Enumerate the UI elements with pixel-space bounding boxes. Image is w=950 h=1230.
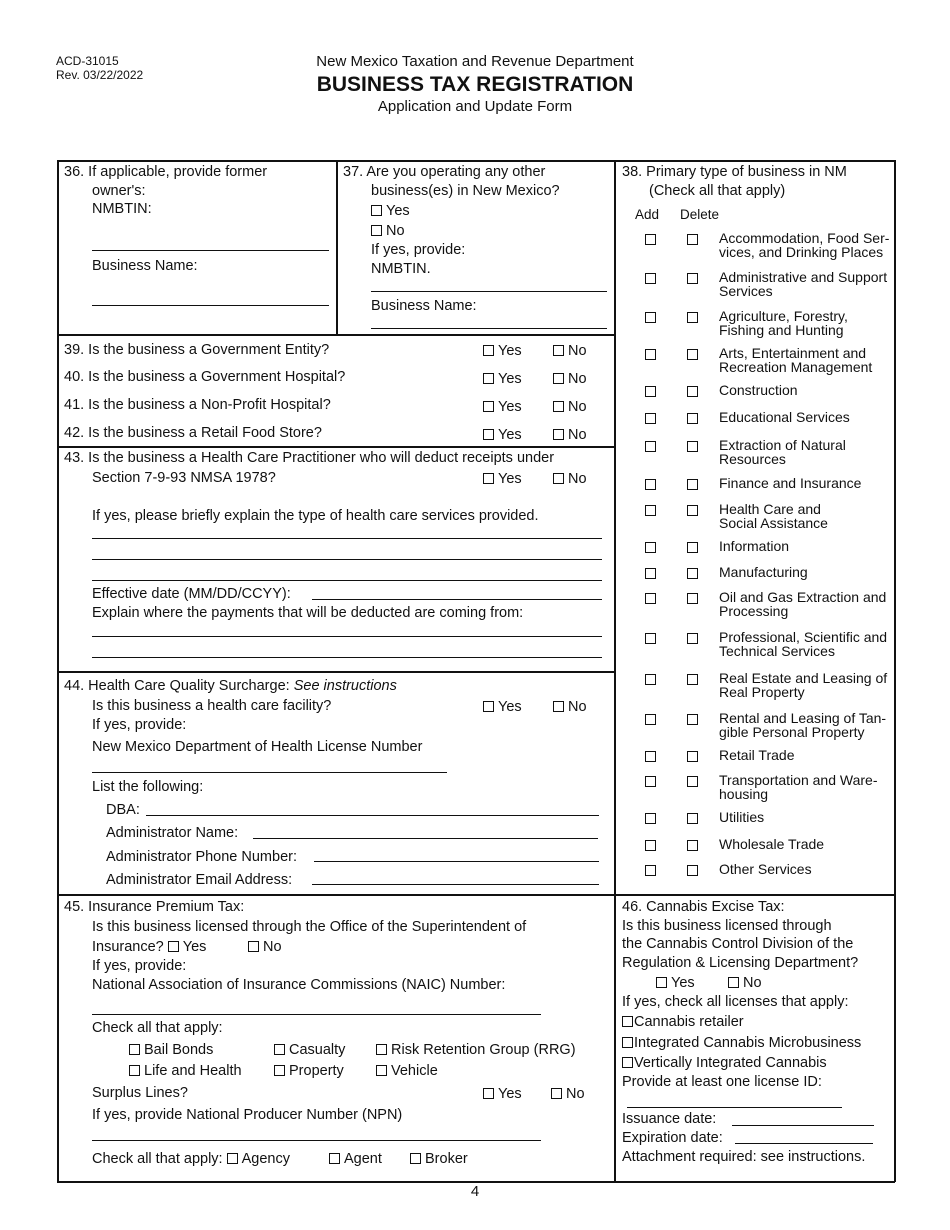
q38-item-label: Real Estate and Leasing of	[719, 670, 888, 686]
q38-add-checkbox[interactable]	[645, 349, 656, 360]
q38-item-label: Utilities	[719, 809, 765, 825]
q44-dba-field[interactable]	[146, 815, 599, 816]
q38-add-checkbox[interactable]	[645, 312, 656, 323]
q45-no-option[interactable]	[248, 939, 282, 955]
checkbox-icon[interactable]	[483, 1088, 494, 1099]
q38-delete-checkbox[interactable]	[687, 674, 698, 685]
checkbox-icon[interactable]	[227, 1153, 238, 1164]
divider-after-q44	[57, 894, 895, 896]
no-label: No	[263, 939, 282, 955]
q46-expiration-field[interactable]	[735, 1143, 873, 1144]
q41-yes-option[interactable]	[483, 399, 522, 415]
q46-license-id-label: Provide at least one license ID:	[622, 1074, 822, 1090]
q45-agent-option[interactable]	[329, 1151, 382, 1167]
q38-add-checkbox[interactable]	[645, 273, 656, 284]
q38-item-label-2: Technical Services	[719, 643, 835, 659]
checkbox-icon[interactable]	[553, 345, 564, 356]
no-label: No	[568, 471, 587, 487]
q38-add-checkbox[interactable]	[645, 865, 656, 876]
q38-item-label: Information	[719, 538, 790, 554]
q38-delete-checkbox[interactable]	[687, 413, 698, 424]
q46-license-id-field[interactable]	[627, 1107, 842, 1108]
q36-label-2: owner's:	[92, 183, 146, 199]
yes-label: Yes	[498, 399, 522, 415]
q38-add-checkbox[interactable]	[645, 413, 656, 424]
frame-top	[57, 160, 895, 162]
q38-delete-checkbox[interactable]	[687, 505, 698, 516]
yes-label: Yes	[671, 975, 695, 991]
q36-nmbtin-field[interactable]	[92, 250, 329, 251]
page-subtitle: Application and Update Form	[377, 98, 573, 115]
q43-payments-line-1[interactable]	[92, 636, 602, 637]
q38-delete-checkbox[interactable]	[687, 479, 698, 490]
q43-label-2: Section 7-9-93 NMSA 1978?	[92, 470, 276, 486]
no-label: No	[386, 223, 405, 239]
q46-line-3: Regulation & Licensing Department?	[622, 955, 859, 971]
q38-item-label-2: vices, and Drinking Places	[719, 244, 884, 260]
q45-surplus-no-option[interactable]	[551, 1086, 585, 1102]
checkbox-icon[interactable]	[483, 345, 494, 356]
checkbox-icon[interactable]	[410, 1153, 421, 1164]
q46-label: 46. Cannabis Excise Tax:	[622, 899, 785, 915]
q45-surplus-yes-option[interactable]	[483, 1086, 522, 1102]
divider-after-q43	[57, 671, 615, 673]
q38-delete-checkbox[interactable]	[687, 593, 698, 604]
q38-item-label: Extraction of Natural	[719, 437, 846, 453]
property-label: Property	[289, 1063, 344, 1079]
q44-yes-option[interactable]	[483, 699, 522, 715]
q46-issuance-field[interactable]	[732, 1125, 874, 1126]
q46-line-2: the Cannabis Control Division of the	[622, 936, 854, 952]
q45-casualty-option[interactable]	[274, 1042, 345, 1058]
q45-broker-option[interactable]	[410, 1151, 468, 1167]
checkbox-icon[interactable]	[371, 225, 382, 236]
q40-label: 40. Is the business a Government Hospital?	[64, 369, 346, 385]
no-label: No	[568, 371, 587, 387]
q46-vertical-option[interactable]	[622, 1055, 827, 1071]
checkbox-icon[interactable]	[622, 1037, 633, 1048]
life-health-label: Life and Health	[144, 1063, 242, 1079]
q38-delete-checkbox[interactable]	[687, 865, 698, 876]
yes-label: Yes	[498, 371, 522, 387]
q45-line-2	[92, 939, 206, 955]
checkbox-icon[interactable]	[553, 701, 564, 712]
q38-delete-checkbox[interactable]	[687, 441, 698, 452]
q46-yes-option[interactable]	[656, 975, 695, 991]
q38-label-2: (Check all that apply)	[649, 183, 786, 199]
q38-delete-checkbox[interactable]	[687, 349, 698, 360]
q45-line-1: Is this business licensed through the Office of the Superintendent of	[92, 919, 527, 935]
q38-add-checkbox[interactable]	[645, 840, 656, 851]
q43-label: 43. Is the business a Health Care Practitioner who will deduct receipts under	[64, 450, 555, 466]
q45-check-all-2-label: Check all that apply:	[92, 1151, 223, 1167]
q43-payments-line-2[interactable]	[92, 657, 602, 658]
q37-business-name-label: Business Name:	[371, 298, 477, 314]
q38-item-label: Professional, Scientific and	[719, 629, 888, 645]
checkbox-icon[interactable]	[376, 1065, 387, 1076]
q44-title: 44. Health Care Quality Surcharge:	[64, 678, 290, 694]
q38-item-label: Transportation and Ware-	[719, 772, 878, 788]
checkbox-icon[interactable]	[622, 1057, 633, 1068]
q38-add-checkbox[interactable]	[645, 813, 656, 824]
q43-explain-line-1[interactable]	[92, 538, 602, 539]
q45-rrg-option[interactable]	[376, 1042, 576, 1058]
rrg-label: Risk Retention Group (RRG)	[391, 1042, 576, 1058]
bail-bonds-label: Bail Bonds	[144, 1042, 214, 1058]
q46-expiration-label: Expiration date:	[622, 1130, 723, 1146]
q45-naic-label: National Association of Insurance Commissions (NAIC) Number:	[92, 977, 506, 993]
frame-right	[894, 160, 896, 1182]
q43-payments-label: Explain where the payments that will be deducted are coming from:	[92, 605, 524, 621]
q46-micro-option[interactable]	[622, 1035, 861, 1051]
q38-delete-checkbox[interactable]	[687, 312, 698, 323]
vehicle-label: Vehicle	[391, 1063, 438, 1079]
checkbox-icon[interactable]	[168, 941, 179, 952]
q39-yes-option[interactable]	[483, 343, 522, 359]
q41-label: 41. Is the business a Non-Profit Hospital?	[64, 397, 331, 413]
q44-facility-label: Is this business a health care facility?	[92, 698, 332, 714]
checkbox-icon[interactable]	[371, 205, 382, 216]
q40-yes-option[interactable]	[483, 371, 522, 387]
q38-item-label: Agriculture, Forestry,	[719, 308, 848, 324]
form-id: ACD-31015	[56, 54, 119, 68]
q38-item-label: Construction	[719, 382, 798, 398]
checkbox-icon[interactable]	[483, 401, 494, 412]
q38-add-checkbox[interactable]	[645, 386, 656, 397]
q37-label: 37. Are you operating any other	[343, 164, 546, 180]
divider-after-q37	[57, 334, 615, 336]
q38-item-label-2: Recreation Management	[719, 359, 873, 375]
micro-label: Integrated Cannabis Microbusiness	[634, 1035, 862, 1051]
q44-admin-name-field[interactable]	[253, 838, 598, 839]
q38-delete-checkbox[interactable]	[687, 273, 698, 284]
vertical-label: Vertically Integrated Cannabis	[634, 1055, 827, 1071]
q38-add-checkbox[interactable]	[645, 674, 656, 685]
q38-item-label: Finance and Insurance	[719, 475, 862, 491]
checkbox-icon[interactable]	[129, 1065, 140, 1076]
q42-no-option[interactable]	[553, 427, 587, 443]
q40-no-option[interactable]	[553, 371, 587, 387]
checkbox-icon[interactable]	[553, 401, 564, 412]
checkbox-icon[interactable]	[551, 1088, 562, 1099]
q38-delete-checkbox[interactable]	[687, 568, 698, 579]
q43-yes-option[interactable]	[483, 471, 522, 487]
q45-yes-option[interactable]	[168, 939, 207, 955]
q38-item-label-2: Services	[719, 283, 773, 299]
q46-line-1: Is this business licensed through	[622, 918, 832, 934]
q44-admin-email-field[interactable]	[312, 884, 599, 885]
q38-item-label-2: Resources	[719, 451, 786, 467]
q38-item-label-2: Social Assistance	[719, 515, 828, 531]
q38-delete-checkbox[interactable]	[687, 751, 698, 762]
checkbox-icon[interactable]	[553, 473, 564, 484]
q38-item-label: Administrative and Support	[719, 269, 888, 285]
q38-add-checkbox[interactable]	[645, 505, 656, 516]
q38-add-checkbox[interactable]	[645, 441, 656, 452]
q43-effective-date-field[interactable]	[312, 599, 602, 600]
q43-effective-date-label: Effective date (MM/DD/CCYY):	[92, 586, 291, 602]
yes-label: Yes	[498, 427, 522, 443]
yes-label: Yes	[498, 699, 522, 715]
q38-delete-checkbox[interactable]	[687, 633, 698, 644]
q37-no-option[interactable]	[371, 223, 405, 239]
q45-bail-bonds-option[interactable]	[129, 1042, 213, 1058]
q36-business-name-label: Business Name:	[92, 258, 198, 274]
checkbox-icon[interactable]	[376, 1044, 387, 1055]
q38-delete-checkbox[interactable]	[687, 840, 698, 851]
q46-if-yes: If yes, check all licenses that apply:	[622, 994, 849, 1010]
no-label: No	[568, 427, 587, 443]
q37-label-2: business(es) in New Mexico?	[371, 183, 560, 199]
q45-check-all-label: Check all that apply:	[92, 1020, 223, 1036]
q38-item-label: Health Care and	[719, 501, 821, 517]
q38-item-label: Manufacturing	[719, 564, 808, 580]
q38-item-label-2: Fishing and Hunting	[719, 322, 844, 338]
q36-label: 36. If applicable, provide former	[64, 164, 268, 180]
q46-issuance-label: Issuance date:	[622, 1111, 717, 1127]
no-label: No	[568, 343, 587, 359]
q38-item-label: Educational Services	[719, 409, 850, 425]
q38-add-checkbox[interactable]	[645, 479, 656, 490]
q44-license-label: New Mexico Department of Health License Number	[92, 739, 423, 755]
q38-item-label: Wholesale Trade	[719, 836, 825, 852]
q45-vehicle-option[interactable]	[376, 1063, 438, 1079]
q44-admin-phone-label: Administrator Phone Number:	[106, 849, 297, 865]
no-label: No	[568, 699, 587, 715]
q38-delete-header: Delete	[680, 207, 720, 222]
q45-insurance-text: Insurance?	[92, 939, 164, 955]
checkbox-icon[interactable]	[656, 977, 667, 988]
q45-npn-label: If yes, provide National Producer Number (NPN)	[92, 1107, 403, 1123]
q44-admin-email-label: Administrator Email Address:	[106, 872, 293, 888]
checkbox-icon[interactable]	[129, 1044, 140, 1055]
q44-if-yes: If yes, provide:	[92, 717, 187, 733]
q45-surplus-label: Surplus Lines?	[92, 1085, 188, 1101]
broker-label: Broker	[425, 1151, 468, 1167]
no-label: No	[568, 399, 587, 415]
q38-delete-checkbox[interactable]	[687, 386, 698, 397]
checkbox-icon[interactable]	[728, 977, 739, 988]
q38-delete-checkbox[interactable]	[687, 813, 698, 824]
q43-explain-label: If yes, please briefly explain the type of health care services provided.	[92, 508, 539, 524]
q44-admin-name-label: Administrator Name:	[106, 825, 239, 841]
checkbox-icon[interactable]	[329, 1153, 340, 1164]
q36-nmbtin-label: NMBTIN:	[92, 201, 152, 217]
no-label: No	[566, 1086, 585, 1102]
q38-item-label-2: Processing	[719, 603, 789, 619]
q44-no-option[interactable]	[553, 699, 587, 715]
q37-nmbtin-field[interactable]	[371, 291, 607, 292]
q41-no-option[interactable]	[553, 399, 587, 415]
q45-npn-field[interactable]	[92, 1140, 541, 1141]
q42-yes-option[interactable]	[483, 427, 522, 443]
q38-add-checkbox[interactable]	[645, 776, 656, 787]
checkbox-icon[interactable]	[483, 473, 494, 484]
q38-label: 38. Primary type of business in NM	[622, 164, 847, 180]
agent-label: Agent	[344, 1151, 382, 1167]
page-title: BUSINESS TAX REGISTRATION	[316, 73, 634, 96]
q42-label: 42. Is the business a Retail Food Store?	[64, 425, 322, 441]
q38-add-checkbox[interactable]	[645, 714, 656, 725]
q43-explain-line-2[interactable]	[92, 559, 602, 560]
q46-attachment-note: Attachment required: see instructions.	[622, 1149, 866, 1165]
yes-label: Yes	[498, 343, 522, 359]
checkbox-icon[interactable]	[483, 429, 494, 440]
q38-item-label: Accommodation, Food Ser-	[719, 230, 890, 246]
q45-label: 45. Insurance Premium Tax:	[64, 899, 245, 915]
page-number: 4	[470, 1183, 480, 1200]
q45-agency-option[interactable]	[227, 1151, 290, 1167]
checkbox-icon[interactable]	[274, 1044, 285, 1055]
q39-no-option[interactable]	[553, 343, 587, 359]
q38-add-checkbox[interactable]	[645, 593, 656, 604]
divider-after-q42	[57, 446, 615, 448]
q37-if-yes: If yes, provide:	[371, 242, 466, 258]
q38-item-label: Oil and Gas Extraction and	[719, 589, 887, 605]
q38-add-checkbox[interactable]	[645, 568, 656, 579]
q39-label: 39. Is the business a Government Entity?	[64, 342, 330, 358]
q36-q37-divider	[336, 160, 338, 335]
yes-label: Yes	[386, 203, 410, 219]
q38-add-header: Add	[635, 207, 660, 222]
q44-label	[64, 678, 397, 694]
q38-item-label: Arts, Entertainment and	[719, 345, 867, 361]
checkbox-icon[interactable]	[274, 1065, 285, 1076]
q44-license-field[interactable]	[92, 772, 447, 773]
checkbox-icon[interactable]	[483, 701, 494, 712]
retailer-label: Cannabis retailer	[634, 1014, 744, 1030]
q38-add-checkbox[interactable]	[645, 633, 656, 644]
q38-item-label-2: gible Personal Property	[719, 724, 865, 740]
q44-admin-phone-field[interactable]	[314, 861, 599, 862]
yes-label: Yes	[498, 1086, 522, 1102]
form-revision: Rev. 03/22/2022	[56, 68, 144, 82]
q45-life-health-option[interactable]	[129, 1063, 242, 1079]
q36-business-name-field[interactable]	[92, 305, 329, 306]
q44-see-instructions: See instructions	[293, 678, 397, 694]
q37-nmbtin-label: NMBTIN.	[371, 261, 431, 277]
q46-retailer-option[interactable]	[622, 1014, 744, 1030]
q38-item-label-2: housing	[719, 786, 769, 802]
q45-check-all-2	[92, 1151, 290, 1167]
q44-dba-label: DBA:	[106, 802, 140, 818]
agency-label: Agency	[241, 1151, 290, 1167]
q38-item-label: Retail Trade	[719, 747, 795, 763]
casualty-label: Casualty	[289, 1042, 346, 1058]
department-name: New Mexico Taxation and Revenue Department	[316, 53, 634, 70]
no-label: No	[743, 975, 762, 991]
q38-add-checkbox[interactable]	[645, 542, 656, 553]
q37-business-name-field[interactable]	[371, 328, 607, 329]
q38-delete-checkbox[interactable]	[687, 776, 698, 787]
checkbox-icon[interactable]	[483, 373, 494, 384]
q46-no-option[interactable]	[728, 975, 762, 991]
q37-yes-option[interactable]	[371, 203, 410, 219]
q38-delete-checkbox[interactable]	[687, 714, 698, 725]
q38-add-checkbox[interactable]	[645, 751, 656, 762]
q38-item-label-2: Real Property	[719, 684, 805, 700]
checkbox-icon[interactable]	[248, 941, 259, 952]
q43-no-option[interactable]	[553, 471, 587, 487]
q43-explain-line-3[interactable]	[92, 580, 602, 581]
q44-list-label: List the following:	[92, 779, 204, 795]
checkbox-icon[interactable]	[553, 429, 564, 440]
q38-item-label: Other Services	[719, 861, 812, 877]
q38-delete-checkbox[interactable]	[687, 542, 698, 553]
q38-item-label: Rental and Leasing of Tan-	[719, 710, 887, 726]
q45-naic-field[interactable]	[92, 1014, 541, 1015]
q45-if-yes: If yes, provide:	[92, 958, 187, 974]
q38-delete-checkbox[interactable]	[687, 234, 698, 245]
q38-add-checkbox[interactable]	[645, 234, 656, 245]
yes-label: Yes	[182, 939, 207, 955]
checkbox-icon[interactable]	[553, 373, 564, 384]
yes-label: Yes	[498, 471, 522, 487]
q45-property-option[interactable]	[274, 1063, 344, 1079]
checkbox-icon[interactable]	[622, 1016, 633, 1027]
